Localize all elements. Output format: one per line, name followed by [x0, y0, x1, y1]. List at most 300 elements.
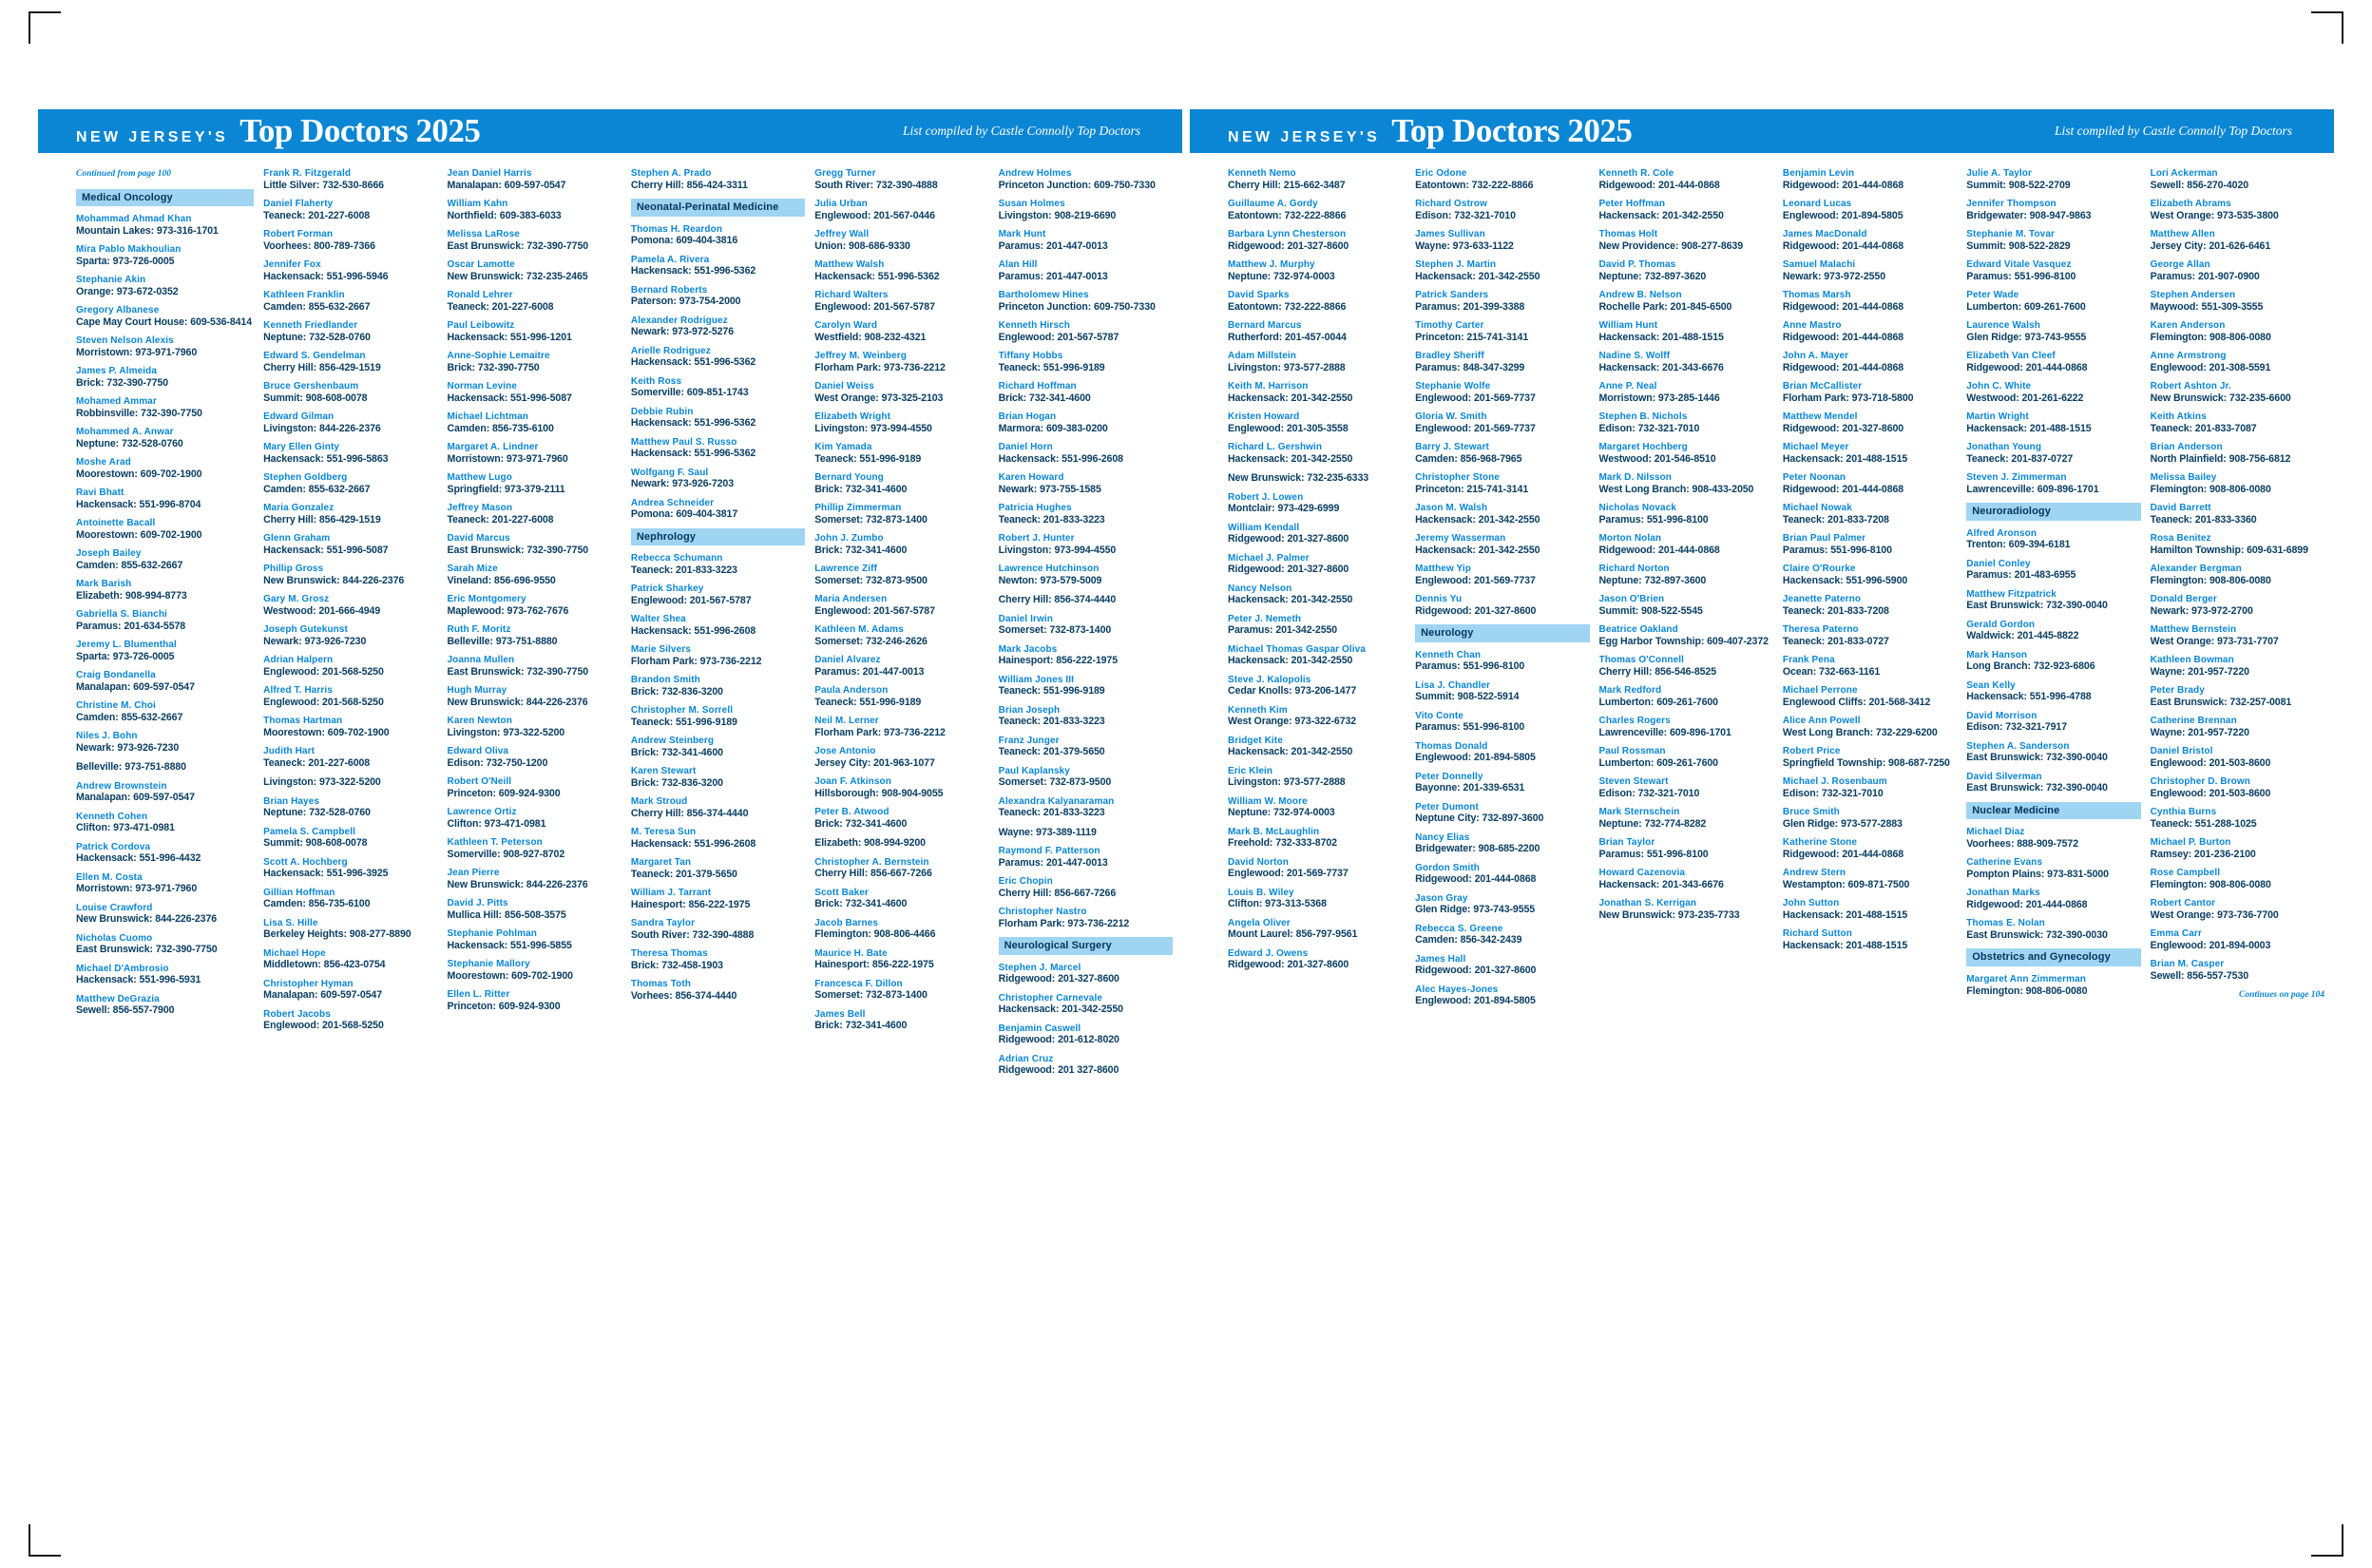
doctor-location-phone: Ridgewood: 201-444-0868: [1782, 361, 1904, 373]
doctor-name: Pamela S. Campbell: [263, 826, 355, 837]
doctor-location-phone: Paramus: 201-447-0013: [814, 665, 925, 678]
doctor-entry: [631, 437, 805, 460]
directory-column: [1190, 168, 1415, 1015]
doctor-entry: [448, 807, 622, 830]
doctor-name: Andrew Holmes: [998, 168, 1072, 179]
doctor-location-phone: Ridgewood: 201-444-0868: [1598, 544, 1720, 556]
doctor-entry: [1966, 199, 2140, 221]
doctor-location-phone: Ridgewood: 201-327-8600: [998, 973, 1119, 985]
masthead-credit: List compiled by Castle Connolly Top Doctors: [902, 124, 1140, 138]
doctor-entry: [448, 898, 622, 921]
doctor-name: Christopher Carnevale: [998, 992, 1102, 1004]
doctor-location-phone: Brick: 732-341-4600: [814, 483, 908, 495]
doctor-name: Alec Hayes-Jones: [1415, 984, 1499, 995]
doctor-name: Stephen A. Sanderson: [1966, 740, 2070, 752]
doctor-name: Phillip Zimmerman: [814, 503, 902, 513]
doctor-name: Joseph Bailey: [76, 548, 142, 560]
doctor-name: Matthew Bernstein: [2150, 624, 2237, 635]
doctor-entry: [2151, 928, 2324, 951]
doctor-location-phone: East Brunswick: 732-390-0040: [1966, 782, 2108, 794]
doctor-location-phone: Ridgewood: 201-327-8600: [1228, 533, 1349, 545]
doctor-location-phone: Cherry Hill: 856-374-4440: [630, 807, 749, 819]
doctor-entry: [76, 994, 254, 1017]
doctor-name: Thomas H. Reardon: [630, 223, 723, 235]
doctor-name: Ellen L. Ritter: [447, 989, 510, 1000]
doctor-name: Benjamin Caswell: [998, 1023, 1081, 1034]
doctor-name: Jonathan Young: [1966, 442, 2042, 452]
doctor-entry: [448, 381, 622, 404]
doctor-location-phone: Hainesport: 856-222-1975: [814, 959, 934, 970]
doctor-name: Kristen Howard: [1228, 411, 1300, 422]
doctor-location-phone: Voorhees: 888-909-7572: [1966, 837, 2078, 850]
doctor-name: Patricia Hughes: [998, 503, 1072, 513]
doctor-name: Benjamin Levin: [1782, 168, 1855, 179]
doctor-entry: [999, 564, 1173, 586]
doctor-entry: [448, 837, 622, 860]
doctor-entry: [1599, 776, 1773, 799]
doctor-entry: [999, 827, 1173, 838]
doctor-location-phone: Teaneck: 201-833-0727: [1782, 635, 1889, 647]
doctor-location-phone: Somerset: 732-873-1400: [998, 624, 1112, 636]
doctor-entry: [448, 564, 622, 586]
specialty-heading: Obstetrics and Gynecology: [1966, 948, 2140, 966]
doctor-location-phone: Long Branch: 732-923-6806: [1966, 660, 2095, 673]
doctor-entry: [76, 244, 254, 267]
doctor-entry: [814, 411, 988, 434]
doctor-location-phone: Ridgewood: 201-444-0868: [1415, 873, 1537, 886]
doctor-location-phone: Englewood: 201-569-7737: [1415, 392, 1536, 404]
doctor-entry: [448, 472, 622, 495]
doctor-name: Richard Sutton: [1782, 928, 1852, 939]
doctor-name: John Sutton: [1782, 898, 1840, 908]
doctor-entry: [814, 594, 988, 617]
doctor-name: Daniel Irwin: [998, 613, 1053, 624]
doctor-name: Keith Ross: [630, 375, 682, 387]
doctor-entry: [1599, 411, 1773, 434]
doctor-name: Nancy Nelson: [1228, 583, 1292, 594]
doctor-location-phone: Hackensack: 201-342-2550: [998, 1004, 1123, 1016]
doctor-name: Peter Brady: [2150, 685, 2205, 696]
doctor-location-phone: Neptune: 732-528-0760: [263, 331, 371, 343]
doctor-entry: [1415, 954, 1589, 977]
doctor-name: Barbara Lynn Chesterson: [1228, 229, 1347, 239]
doctor-name: Hugh Murray: [447, 685, 507, 696]
doctor-location-phone: Hackensack: 201-342-2550: [1228, 746, 1353, 757]
doctor-name: Keith M. Harrison: [1228, 381, 1309, 392]
doctor-location-phone: Rutherford: 201-457-0044: [1228, 331, 1347, 343]
doctor-name: Robert Jacobs: [263, 1008, 331, 1020]
doctor-entry: [631, 827, 805, 850]
doctor-name: Elizabeth Wright: [814, 411, 890, 422]
doctor-entry: [263, 503, 437, 526]
doctor-name: Keith Atkins: [2150, 411, 2207, 422]
doctor-location-phone: Somerset: 732-873-9500: [814, 574, 928, 586]
doctor-entry: [814, 199, 988, 221]
specialty-heading: Nuclear Medicine: [1966, 802, 2140, 820]
doctor-location-phone: Teaneck: 201-379-5650: [998, 746, 1105, 757]
doctor-name: Bernard Roberts: [630, 284, 708, 296]
doctor-entry: [448, 716, 622, 738]
doctor-name: William J. Tarrant: [630, 888, 712, 899]
doctor-name: Gregg Turner: [814, 168, 876, 179]
doctor-name: Ellen M. Costa: [76, 871, 143, 883]
doctor-name: Kathleen Bowman: [2150, 655, 2234, 665]
doctor-entry: [999, 796, 1173, 819]
doctor-name: Sean Kelly: [1966, 679, 2016, 691]
doctor-entry: [448, 503, 622, 526]
doctor-location-phone: Paramus: 551-996-8100: [1966, 270, 2076, 282]
doctor-location-phone: Ridgewood: 201-327-8600: [1782, 422, 1904, 434]
doctor-location-phone: Brick: 732-390-7750: [76, 376, 169, 389]
doctor-entry: [631, 888, 805, 910]
doctor-location-phone: Newark: 973-755-1585: [998, 483, 1101, 495]
doctor-entry: [1415, 472, 1589, 495]
doctor-location-phone: Brick: 732-341-4600: [814, 1020, 908, 1031]
doctor-location-phone: Englewood: 201-567-5787: [630, 594, 752, 606]
doctor-name: Lawrence Hutchinson: [998, 564, 1100, 574]
doctor-name: Jason M. Walsh: [1415, 503, 1488, 513]
doctor-name: Anne Mastro: [1782, 320, 1842, 331]
doctor-location-phone: Neptune: 732-974-0003: [1228, 270, 1335, 282]
doctor-entry: [1599, 807, 1773, 830]
doctor-name: Melissa LaRose: [447, 229, 520, 239]
doctor-entry: [1415, 381, 1589, 404]
continues-on-note: Continues on page 104: [2238, 990, 2324, 1000]
doctor-location-phone: Paramus: 551-996-8100: [1415, 721, 1525, 734]
doctor-location-phone: North Plainfield: 908-756-6812: [2150, 452, 2291, 465]
doctor-location-phone: Hackensack: 201-342-2550: [1228, 594, 1353, 605]
doctor-entry: [1228, 472, 1406, 484]
doctor-location-phone: Teaneck: 201-833-7087: [2150, 422, 2257, 434]
directory-column: [2151, 168, 2334, 1015]
doctor-entry: [631, 224, 805, 247]
doctor-entry: [263, 857, 437, 880]
doctor-entry: [1228, 320, 1406, 343]
doctor-entry: [263, 533, 437, 556]
doctor-name: Lawrence Ortiz: [447, 807, 517, 817]
doctor-location-phone: Neptune City: 732-897-3600: [1415, 813, 1544, 825]
doctor-name: Stephanie Mallory: [447, 959, 530, 969]
doctor-name: Stephen J. Martin: [1415, 259, 1497, 270]
doctor-location-phone: Teaneck: 201-833-3223: [998, 716, 1105, 727]
doctor-name: Michael J. Rosenbaum: [1782, 776, 1887, 787]
doctor-entry: [1966, 650, 2140, 673]
doctor-location-phone: Paramus: 551-996-8100: [1598, 513, 1709, 526]
doctor-name: Robert Cantor: [2150, 898, 2216, 908]
doctor-location-phone: Hackensack: 551-996-2608: [630, 837, 756, 850]
doctor-entry: [448, 199, 622, 221]
doctor-location-phone: Ridgewood: 201-327-8600: [1415, 965, 1537, 977]
doctor-location-phone: Ridgewood: 201-444-0868: [1966, 361, 2088, 373]
doctor-name: John J. Zumbo: [814, 533, 884, 544]
doctor-entry: [1415, 772, 1589, 794]
doctor-location-phone: Princeton Junction: 609-750-7330: [998, 179, 1156, 191]
doctor-entry: [76, 488, 254, 510]
doctor-location-phone: Jersey City: 201-963-1077: [814, 756, 935, 769]
doctor-name: Peter J. Nemeth: [1228, 613, 1302, 624]
doctor-location-phone: Englewood Cliffs: 201-568-3412: [1782, 696, 1931, 708]
doctor-name: Moshe Arad: [76, 457, 131, 468]
doctor-location-phone: Englewood: 201-503-8600: [2150, 787, 2271, 799]
doctor-location-phone: Hackensack: 201-488-1515: [1598, 331, 1724, 343]
doctor-location-phone: Englewood: 201-894-5805: [1415, 995, 1536, 1007]
doctor-name: Mira Pablo Makhoulian: [76, 244, 182, 256]
doctor-name: William Kahn: [447, 199, 508, 209]
doctor-name: Claire O'Rourke: [1782, 564, 1856, 574]
doctor-entry: [1966, 857, 2140, 880]
doctor-entry: [1228, 442, 1406, 465]
doctor-entry: [814, 168, 988, 191]
doctor-location-phone: Westfield: 908-232-4321: [814, 331, 927, 343]
doctor-name: Stephen A. Prado: [630, 168, 712, 179]
doctor-location-phone: East Brunswick: 732-390-7750: [447, 665, 589, 678]
doctor-location-phone: New Providence: 908-277-8639: [1598, 239, 1743, 252]
doctor-entry: [1415, 411, 1589, 434]
doctor-location-phone: Neptune: 732-897-3620: [1598, 270, 1707, 282]
doctor-name: Thomas Toth: [630, 979, 692, 990]
doctor-name: Ronald Lehrer: [447, 290, 513, 300]
doctor-entry: [448, 594, 622, 617]
doctor-location-phone: West Orange: 973-322-6732: [1228, 716, 1357, 727]
doctor-name: Alexander Bergman: [2150, 564, 2242, 574]
doctor-name: Mark Jacobs: [998, 643, 1058, 655]
doctor-location-phone: Englewood: 201-567-5787: [814, 604, 935, 617]
doctor-location-phone: Teaneck: 201-379-5650: [630, 868, 737, 880]
doctor-entry: [76, 335, 254, 358]
doctor-name: Karen Anderson: [2150, 320, 2226, 331]
doctor-location-phone: Hackensack: 201-343-6676: [1598, 878, 1724, 890]
doctor-entry: [2151, 776, 2324, 799]
doctor-entry: [1599, 746, 1773, 769]
doctor-location-phone: Newark: 973-972-5276: [630, 326, 735, 338]
doctor-entry: [1599, 290, 1773, 313]
doctor-name: James Bell: [814, 1008, 866, 1020]
doctor-name: Jeanette Paterno: [1782, 594, 1862, 604]
doctor-location-phone: Hackensack: 551-996-5362: [630, 265, 756, 277]
doctor-name: Brian Hogan: [998, 411, 1057, 422]
doctor-location-phone: Hackensack: 201-342-2550: [1415, 544, 1540, 556]
doctor-location-phone: Morristown: 973-971-7960: [76, 346, 198, 358]
doctor-location-phone: Ridgewood: 201-444-0868: [1782, 848, 1904, 860]
doctor-location-phone: Manalapan: 609-597-0547: [76, 680, 195, 693]
doctor-entry: [2151, 259, 2324, 282]
doctor-location-phone: Hackensack: 551-996-1201: [447, 331, 572, 343]
doctor-entry: [448, 533, 622, 556]
doctor-name: David Morrison: [1966, 710, 2037, 721]
doctor-location-phone: Ridgewood: 201-327-8600: [1228, 564, 1349, 575]
doctor-entry: [448, 259, 622, 282]
doctor-entry: [76, 427, 254, 449]
doctor-entry: [76, 761, 254, 773]
doctor-entry: [2151, 503, 2324, 526]
doctor-name: Andrea Schneider: [630, 497, 715, 508]
doctor-entry: [814, 979, 988, 1002]
doctor-location-phone: Ridgewood: 201-444-0868: [1782, 300, 1904, 313]
doctor-name: Alfred T. Harris: [263, 685, 333, 696]
doctor-location-phone: Orange: 973-672-0352: [76, 285, 179, 297]
doctor-entry: [448, 320, 622, 343]
doctor-entry: [2151, 472, 2324, 495]
doctor-entry: [1966, 680, 2140, 703]
doctor-entry: [631, 675, 805, 698]
doctor-entry: [1783, 168, 1957, 191]
doctor-entry: [1415, 290, 1589, 313]
doctor-location-phone: Hackensack: 201-342-2550: [1228, 655, 1353, 666]
doctor-location-phone: Edison: 732-321-7010: [1415, 209, 1516, 221]
doctor-name: Joan F. Atkinson: [814, 776, 891, 787]
doctor-entry: [1228, 583, 1406, 606]
doctor-name: Jonathan Marks: [1966, 888, 2040, 899]
doctor-entry: [1228, 827, 1406, 850]
doctor-entry: [814, 837, 988, 849]
doctor-name: Kathleen M. Adams: [814, 624, 904, 635]
doctor-entry: [76, 518, 254, 541]
doctor-location-phone: Teaneck: 201-833-7208: [1782, 513, 1889, 526]
doctor-entry: [1966, 741, 2140, 764]
doctor-entry: [263, 472, 437, 495]
doctor-entry: [76, 842, 254, 865]
doctor-entry: [76, 964, 254, 986]
doctor-entry: [814, 685, 988, 708]
doctor-name: Gloria W. Smith: [1415, 411, 1487, 422]
doctor-location-phone: Teaneck: 551-996-9189: [814, 452, 922, 465]
doctor-entry: [1415, 229, 1589, 252]
doctor-name: Ravi Bhatt: [76, 488, 124, 499]
doctor-entry: [1599, 564, 1773, 586]
doctor-entry: [448, 655, 622, 678]
doctor-entry: [1599, 716, 1773, 738]
doctor-entry: [76, 781, 254, 804]
doctor-location-phone: Ridgewood: 201-327-8600: [1415, 604, 1537, 617]
doctor-location-phone: Paramus: 201-907-0900: [2150, 270, 2260, 282]
doctor-location-phone: Voorhees: 800-789-7366: [263, 239, 375, 252]
doctor-name: Bartholomew Hines: [998, 290, 1089, 300]
doctor-location-phone: Neptune: 732-528-0760: [263, 807, 371, 818]
doctor-location-phone: Camden: 855-632-2667: [76, 711, 183, 723]
doctor-name: Michael D'Ambrosio: [76, 963, 169, 974]
doctor-name: David Marcus: [447, 533, 510, 544]
doctor-entry: [76, 700, 254, 723]
doctor-entry: [263, 888, 437, 910]
doctor-location-phone: Flemington: 908-806-0080: [1966, 985, 2088, 997]
doctor-location-phone: Livingston: 973-577-2888: [1228, 776, 1346, 788]
specialty-heading: Neonatal-Perinatal Medicine: [631, 199, 805, 217]
doctor-location-phone: Somerville: 908-927-8702: [447, 848, 565, 860]
doctor-name: Mark Barish: [76, 579, 132, 590]
doctor-entry: [1228, 857, 1406, 880]
doctor-entry: [1966, 381, 2140, 404]
doctor-location-phone: South River: 732-390-4888: [814, 179, 938, 191]
doctor-name: Gary M. Grosz: [263, 594, 330, 604]
doctor-location-phone: Cherry Hill: 856-429-1519: [263, 513, 381, 526]
doctor-location-phone: New Brunswick: 844-226-2376: [447, 696, 588, 708]
doctor-entry: [1228, 259, 1406, 282]
doctor-name: Michael Nowak: [1782, 503, 1852, 513]
doctor-name: Edward Gilman: [263, 411, 335, 422]
doctor-name: Julie A. Taylor: [1966, 168, 2032, 179]
doctor-entry: [1228, 290, 1406, 313]
doctor-entry: [814, 857, 988, 880]
doctor-location-phone: Waldwick: 201-445-8822: [1966, 630, 2079, 642]
doctor-name: Peter Noonan: [1782, 472, 1846, 483]
doctor-entry: [76, 872, 254, 895]
doctor-entry: [1415, 985, 1589, 1007]
doctor-name: Karen Howard: [998, 472, 1064, 483]
doctor-location-phone: Teaneck: 201-833-3223: [630, 564, 737, 576]
doctor-entry: [2151, 442, 2324, 465]
doctor-entry: [1415, 924, 1589, 947]
doctor-location-phone: East Brunswick: 732-390-0040: [1966, 752, 2108, 764]
doctor-name: Wolfgang F. Saul: [630, 467, 709, 478]
doctor-name: Jason Gray: [1415, 892, 1468, 904]
doctor-entry: [999, 199, 1173, 221]
doctor-entry: [2151, 351, 2324, 373]
doctor-name: Daniel Conley: [1966, 558, 2031, 569]
doctor-entry: [999, 320, 1173, 343]
doctor-entry: [1783, 259, 1957, 282]
doctor-entry: [1228, 736, 1406, 758]
directory-column: [38, 168, 263, 1084]
doctor-name: Barry J. Stewart: [1415, 442, 1489, 452]
doctor-location-phone: Maywood: 551-309-3555: [2150, 300, 2264, 313]
doctor-location-phone: Englewood: 201-894-5805: [1782, 209, 1903, 221]
doctor-location-phone: Edison: 732-321-7010: [1782, 787, 1884, 799]
doctor-location-phone: Ridgewood: 201-327-8600: [1228, 959, 1349, 970]
doctor-entry: [1966, 290, 2140, 313]
doctor-location-phone: Paramus: 201-447-0013: [998, 270, 1108, 282]
doctor-location-phone: Jersey City: 201-626-6461: [2150, 239, 2271, 252]
doctor-location-phone: Florham Park: 973-736-2212: [814, 361, 946, 373]
doctor-location-phone: Englewood: 201-308-5591: [2150, 361, 2271, 373]
doctor-entry: [1415, 168, 1589, 191]
doctor-name: Mark B. McLaughlin: [1228, 826, 1320, 837]
directory-column: [1415, 168, 1598, 1015]
directory-column: [999, 168, 1182, 1084]
doctor-location-phone: Clifton: 973-471-0981: [447, 817, 546, 830]
doctor-name: Vito Conte: [1415, 710, 1463, 721]
doctor-name: Christopher Stone: [1415, 472, 1501, 483]
doctor-name: Patrick Sanders: [1415, 290, 1489, 300]
doctor-name: William W. Moore: [1228, 795, 1308, 807]
doctor-entry: [1783, 381, 1957, 404]
doctor-name: Lawrence Ziff: [814, 564, 878, 574]
doctor-entry: [1415, 802, 1589, 825]
doctor-entry: [263, 381, 437, 404]
doctor-entry: [263, 655, 437, 678]
doctor-entry: [1966, 411, 2140, 434]
doctor-entry: [814, 1009, 988, 1032]
doctor-name: Nadine S. Wolff: [1598, 351, 1671, 361]
doctor-name: Christopher D. Brown: [2150, 776, 2250, 787]
doctor-location-phone: Paramus: 201-399-3388: [1415, 300, 1525, 313]
doctor-name: Mohammad Ahmad Khan: [76, 214, 192, 225]
directory-column: [814, 168, 998, 1084]
doctor-name: Rebecca S. Greene: [1415, 923, 1503, 934]
doctor-location-phone: Summit: 908-608-0078: [263, 837, 368, 849]
doctor-name: Julia Urban: [814, 199, 868, 209]
doctor-location-phone: Brick: 732-458-1903: [630, 959, 723, 971]
doctor-name: Edward Vitale Vasquez: [1966, 259, 2072, 270]
doctor-location-phone: Livingston: 973-994-4550: [814, 422, 932, 434]
doctor-entry: [631, 255, 805, 277]
doctor-location-phone: Little Silver: 732-530-8666: [263, 179, 384, 191]
doctor-name: Bruce Smith: [1782, 807, 1840, 817]
doctor-name: Jeremy L. Blumenthal: [76, 640, 177, 651]
doctor-location-phone: Hackensack: 201-342-2550: [1598, 209, 1724, 221]
doctor-name: Brian Taylor: [1598, 837, 1655, 848]
doctor-location-phone: Mountain Lakes: 973-316-1701: [76, 224, 219, 237]
doctor-name: Matthew J. Murphy: [1228, 259, 1315, 270]
